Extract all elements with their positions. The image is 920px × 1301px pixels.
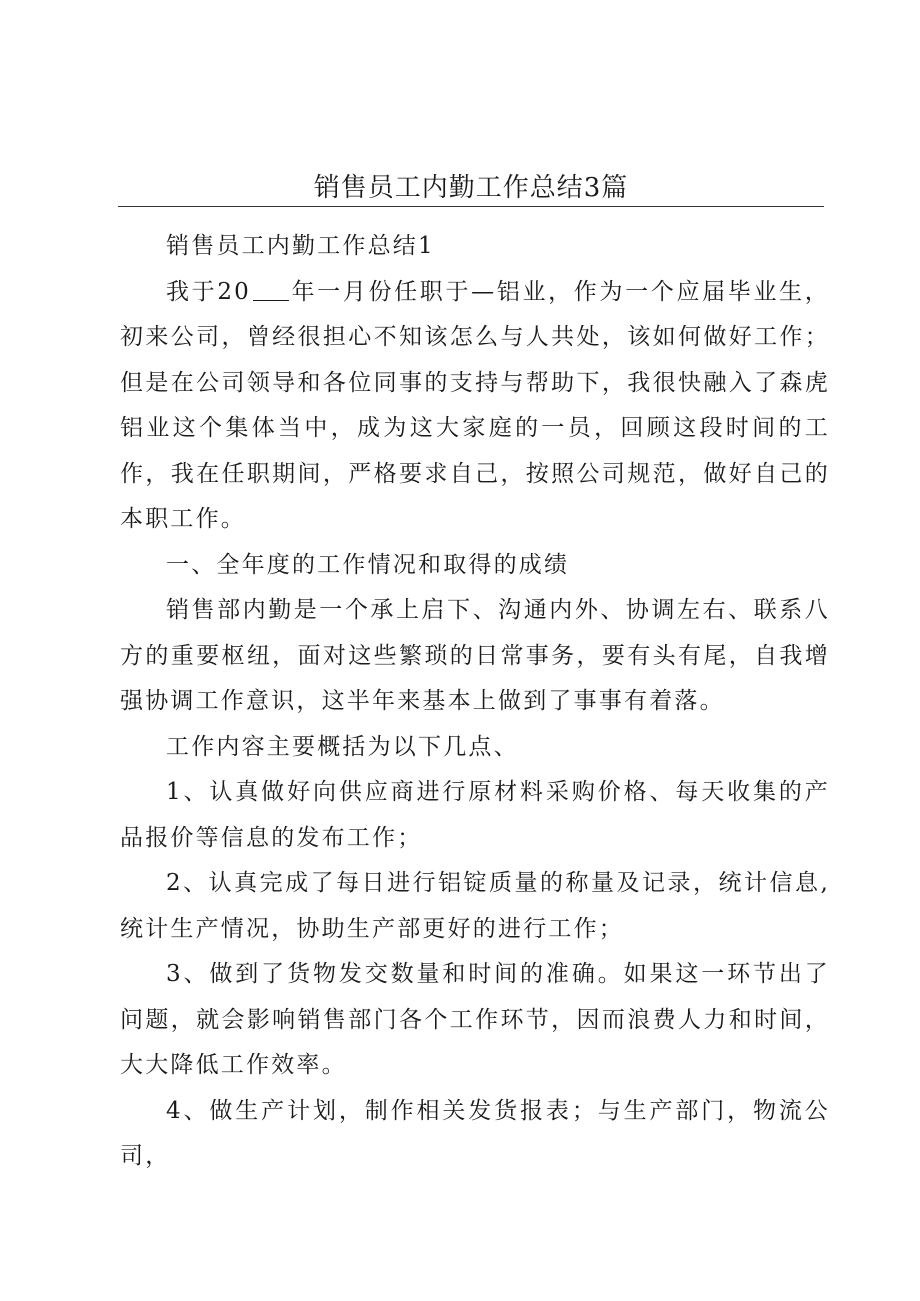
section-subtitle: 销售员工内勤工作总结1	[166, 233, 435, 259]
document-title: 销售员工内勤工作总结3篇	[313, 173, 629, 203]
intro-text-rest: 年一月份任职于—铝业，作为一个应届毕业生，初来公司，曾经很担心不知该怎么与人共处，该如何做好工作；但是在公司领导和各位同事的支持与帮助下，我很快融入了森虎铝业这个集体当中，成为这大家庭的一员，回顾这段时间的工作，我在任职期间，严格要求自己，按照公司规范，做好自己的本职工作。	[120, 278, 830, 532]
year-blank	[253, 278, 289, 301]
intro-paragraph	[120, 270, 830, 543]
document-body	[120, 224, 830, 1180]
list-item: 2、认真完成了每日进行铝锭质量的称量及记录，统计信息,统计生产情况，协助生产部更好的进行工作；	[120, 870, 830, 942]
section-paragraph: 销售部内勤是一个承上启下、沟通内外、协调左右、联系八方的重要枢纽，面对这些繁琐的日常事务，要有头有尾，自我增强协调工作意识，这半年来基本上做到了事事有着落。	[120, 597, 830, 714]
section-heading: 一、全年度的工作情况和取得的成绩	[166, 551, 570, 578]
list-item: 3、做到了货物发交数量和时间的准确。如果这一环节出了问题，就会影响销售部门各个工作环节，因而浪费人力和时间，大大降低工作效率。	[120, 961, 830, 1078]
intro-text-start: 我于20	[166, 278, 251, 305]
title-underline	[118, 206, 824, 207]
list-item: 4、做生产计划，制作相关发货报表；与生产部门，物流公司，	[120, 1097, 830, 1169]
list-item: 1、认真做好向供应商进行原材料采购价格、每天收集的产品报价等信息的发布工作；	[120, 779, 830, 851]
work-intro: 工作内容主要概括为以下几点、	[166, 733, 519, 760]
